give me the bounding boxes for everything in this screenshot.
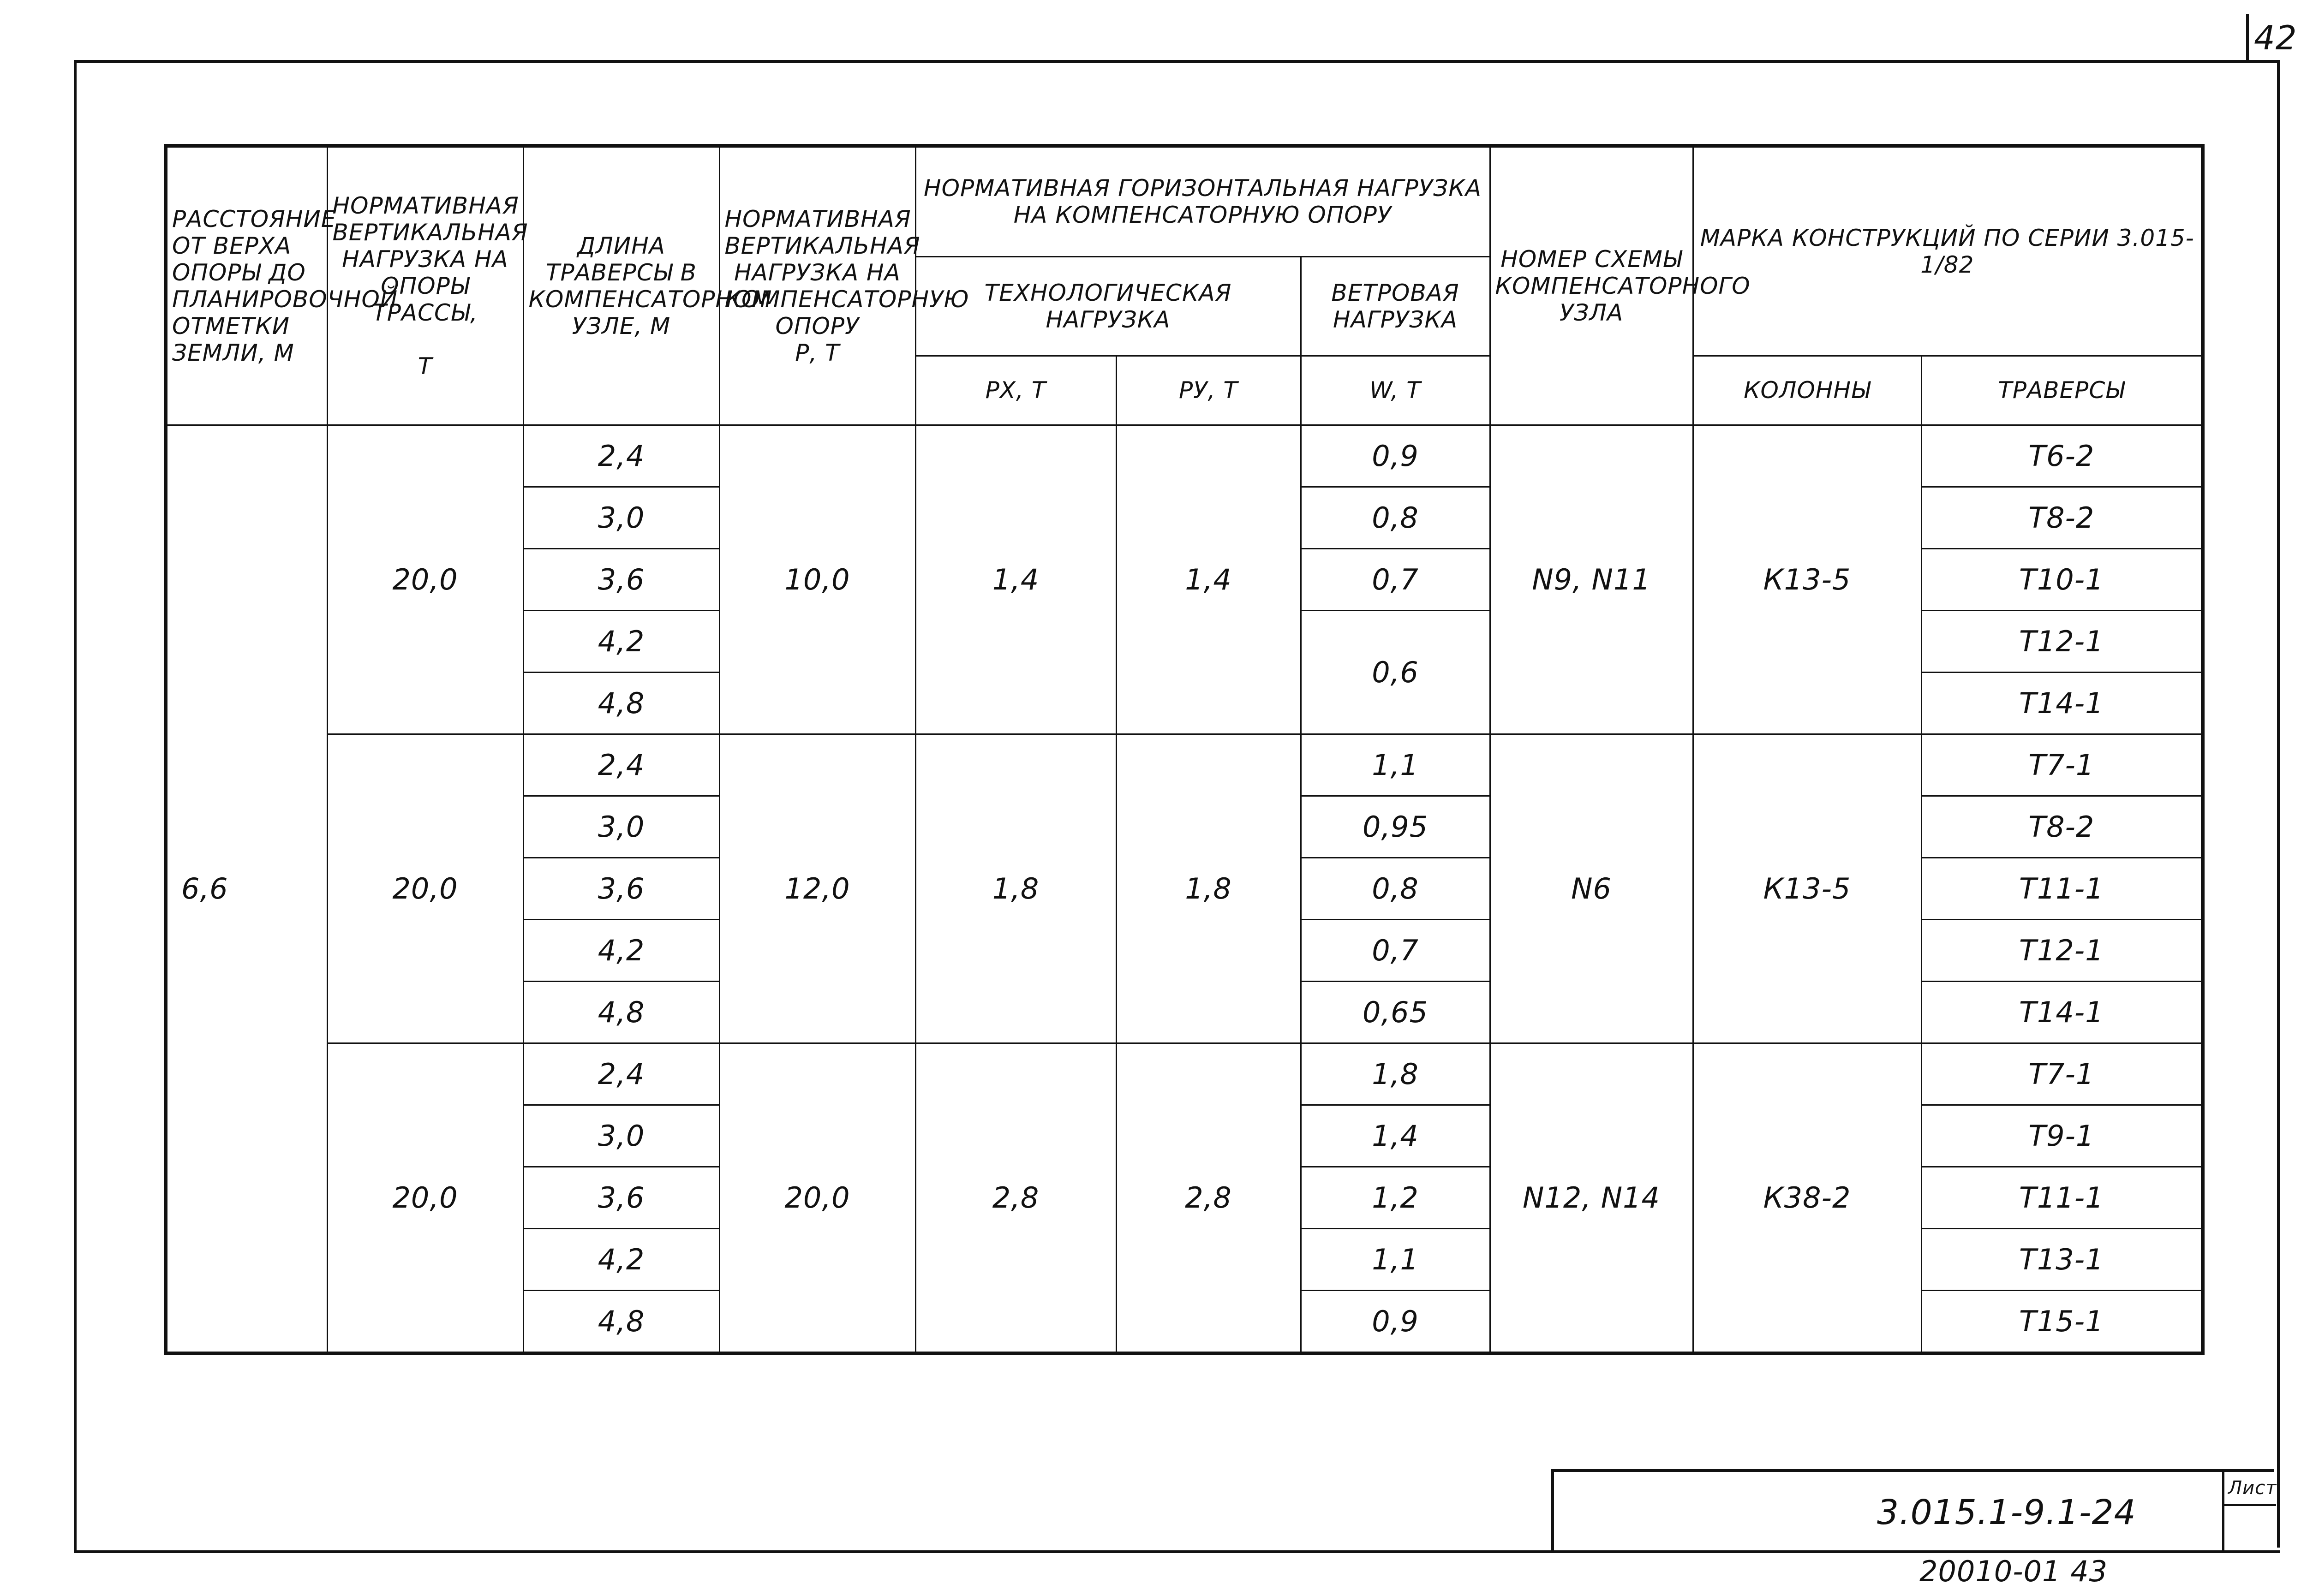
traverse-value: Т11-1 [1921, 858, 2203, 919]
traverse-value: Т12-1 [1921, 919, 2203, 981]
wind-value: 0,8 [1301, 858, 1490, 919]
traverse-length-value: 4,2 [523, 919, 719, 981]
header-vertical-load-comp: НОРМАТИВНАЯ ВЕРТИКАЛЬНАЯ НАГРУЗКА НА КОМПЕНСАТОРНУЮ ОПОРУ Р, Т [719, 146, 915, 425]
wind-value: 0,7 [1301, 919, 1490, 981]
wind-value: 0,8 [1301, 487, 1490, 548]
header-wind-load: ВЕТРОВАЯ НАГРУЗКА [1301, 256, 1490, 356]
traverse-length-value: 3,6 [523, 548, 719, 610]
traverse-length-value: 4,2 [523, 610, 719, 672]
px-value: 1,4 [915, 425, 1116, 734]
traverse-length-value: 3,6 [523, 858, 719, 919]
comp-load-value: 10,0 [719, 425, 915, 734]
wind-value: 0,9 [1301, 1290, 1490, 1353]
py-value: 1,4 [1116, 425, 1301, 734]
sheet-label: Лист [2228, 1477, 2277, 1499]
header-tech-load: ТЕХНОЛОГИЧЕСКАЯ НАГРУЗКА [915, 256, 1301, 356]
wind-value: 0,95 [1301, 796, 1490, 858]
traverse-value: Т8-2 [1921, 487, 2203, 548]
table-row [166, 1043, 2203, 1105]
wind-value: 1,2 [1301, 1167, 1490, 1228]
traverse-value: Т10-1 [1921, 548, 2203, 610]
wind-value: 1,4 [1301, 1105, 1490, 1167]
wind-value: 0,7 [1301, 548, 1490, 610]
header-px: РХ, Т [915, 356, 1116, 425]
sheet-number-divider [2246, 14, 2249, 60]
px-value: 2,8 [915, 1043, 1116, 1353]
traverse-value: Т12-1 [1921, 610, 2203, 672]
column-value: К38-2 [1693, 1043, 1921, 1353]
header-scheme-number: НОМЕР СХЕМЫ КОМПЕНСАТОРНОГО УЗЛА [1490, 146, 1693, 425]
table-row [166, 734, 2203, 796]
traverse-length-value: 4,2 [523, 1228, 719, 1290]
traverse-length-value: 2,4 [523, 425, 719, 487]
traverse-length-value: 4,8 [523, 672, 719, 734]
traverse-length-value: 4,8 [523, 981, 719, 1043]
scheme-value: N12, N14 [1490, 1043, 1693, 1353]
wind-value: 1,1 [1301, 1228, 1490, 1290]
comp-load-value: 12,0 [719, 734, 915, 1043]
traverse-value: Т7-1 [1921, 1043, 2203, 1105]
header-traverses: ТРАВЕРСЫ [1921, 356, 2203, 425]
sheet-box-divider [2224, 1504, 2276, 1506]
header-horizontal-load: НОРМАТИВНАЯ ГОРИЗОНТАЛЬНАЯ НАГРУЗКА НА КОМПЕНСАТОРНУЮ ОПОРУ [915, 146, 1490, 256]
traverse-value: Т9-1 [1921, 1105, 2203, 1167]
traverse-length-value: 3,0 [523, 796, 719, 858]
traverse-length-value: 3,6 [523, 1167, 719, 1228]
traverse-value: Т6-2 [1921, 425, 2203, 487]
traverse-value: Т15-1 [1921, 1290, 2203, 1353]
py-value: 2,8 [1116, 1043, 1301, 1353]
traverse-value: Т13-1 [1921, 1228, 2203, 1290]
sheet-number: 42 [2254, 18, 2297, 57]
scheme-value: N6 [1490, 734, 1693, 1043]
traverse-value: Т7-1 [1921, 734, 2203, 796]
traverse-value: Т8-2 [1921, 796, 2203, 858]
wind-value: 0,6 [1301, 610, 1490, 734]
header-distance: РАССТОЯНИЕ ОТ ВЕРХА ОПОРЫ ДО ПЛАНИРОВОЧНОЙ ОТМЕТКИ ЗЕМЛИ, М [166, 146, 327, 425]
traverse-length-value: 3,0 [523, 487, 719, 548]
sheet-box [2222, 1472, 2276, 1550]
column-value: К13-5 [1693, 425, 1921, 734]
vertical-load-value: 20,0 [327, 425, 523, 734]
frame-right-edge [2277, 60, 2280, 1548]
header-w: W, Т [1301, 356, 1490, 425]
vertical-load-value: 20,0 [327, 1043, 523, 1353]
traverse-value: Т14-1 [1921, 672, 2203, 734]
header-traverse-length: ДЛИНА ТРАВЕРСЫ В КОМПЕНСАТОРНОМ УЗЛЕ, М [523, 146, 719, 425]
header-vertical-load-route: НОРМАТИВНАЯ ВЕРТИКАЛЬНАЯ НАГРУЗКА НА ОПОРЫ ТРАССЫ, Т [327, 146, 523, 425]
archive-code: 20010-01 43 [1919, 1554, 2108, 1588]
traverse-value: Т11-1 [1921, 1167, 2203, 1228]
wind-value: 0,65 [1301, 981, 1490, 1043]
px-value: 1,8 [915, 734, 1116, 1043]
table-row [166, 425, 2203, 487]
header-py: РУ, Т [1116, 356, 1301, 425]
traverse-value: Т14-1 [1921, 981, 2203, 1043]
py-value: 1,8 [1116, 734, 1301, 1043]
wind-value: 1,1 [1301, 734, 1490, 796]
scheme-value: N9, N11 [1490, 425, 1693, 734]
header-construction-mark: МАРКА КОНСТРУКЦИЙ ПО СЕРИИ 3.015-1/82 [1693, 146, 2203, 356]
support-load-table [164, 144, 2205, 1355]
traverse-length-value: 4,8 [523, 1290, 719, 1353]
column-value: К13-5 [1693, 734, 1921, 1043]
document-code: 3.015.1-9.1-24 [1877, 1493, 2136, 1532]
vertical-load-value: 20,0 [327, 734, 523, 1043]
traverse-length-value: 2,4 [523, 734, 719, 796]
title-block [1551, 1469, 2277, 1550]
distance-value: 6,6 [166, 425, 327, 1353]
comp-load-value: 20,0 [719, 1043, 915, 1353]
traverse-length-value: 3,0 [523, 1105, 719, 1167]
traverse-length-value: 2,4 [523, 1043, 719, 1105]
wind-value: 0,9 [1301, 425, 1490, 487]
header-columns: КОЛОННЫ [1693, 356, 1921, 425]
wind-value: 1,8 [1301, 1043, 1490, 1105]
